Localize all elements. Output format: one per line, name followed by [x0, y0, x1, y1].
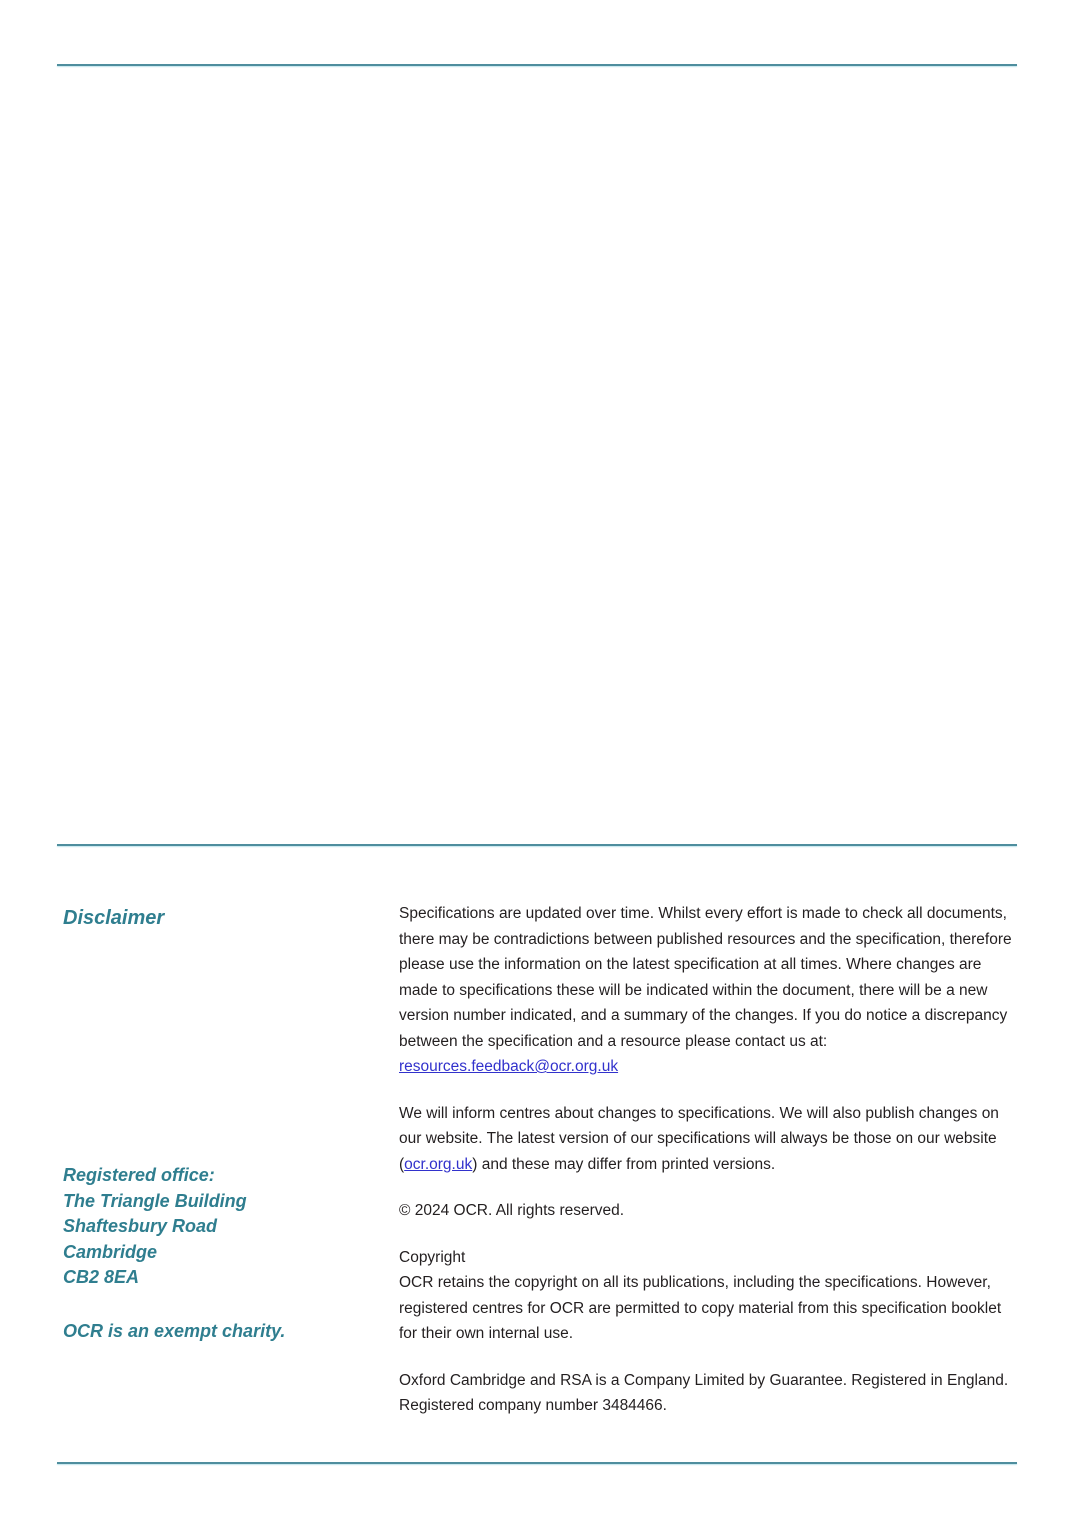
copyright-paragraph-text: OCR retains the copyright on all its publications, including the specifications. However, registered centres for OCR are permitted to copy material from this specification booklet for their own internal use. [399, 1274, 1002, 1342]
address-line: Cambridge [63, 1241, 158, 1262]
divider-bottom [57, 1462, 1017, 1464]
divider-middle [57, 844, 1017, 846]
disclaimer-paragraph-text: Specifications are updated over time. Whilst every effort is made to check all documents, there may be contradictions between published resources and the specification, therefore please use the information on the latest specification at all times. Where changes are made to specifications these will be indicated within the document, there will be a new version number indicated, and a summary of the changes. If you do notice a discrepancy between the specification and a resource please contact us at: [399, 905, 1012, 1050]
address-line: The Triangle Building [63, 1190, 247, 1211]
registered-office-block [63, 1163, 247, 1291]
changes-paragraph [399, 1101, 1021, 1178]
address-line: Shaftesbury Road [63, 1216, 218, 1236]
rights-line: © 2024 OCR. All rights reserved. [399, 1202, 625, 1219]
company-paragraph: Oxford Cambridge and RSA is a Company Limited by Guarantee. Registered in England. Registered company number 3484466. [399, 1371, 1009, 1414]
charity-note: OCR is an exempt charity. [63, 1321, 286, 1341]
disclaimer-paragraph [399, 901, 1021, 1080]
copyright-heading: Copyright [399, 1248, 466, 1266]
body-text-column [399, 901, 1021, 1440]
ocr-website-link[interactable]: ocr.org.uk [404, 1155, 473, 1173]
feedback-email-link[interactable]: resources.feedback@ocr.org.uk [399, 1058, 619, 1075]
changes-paragraph-text-before: We will inform centres about changes to specifications. We will also publish changes on our website. The latest version of our specifications will always be those on our website ( [399, 1104, 999, 1173]
address-line: CB2 8EA [63, 1267, 140, 1287]
divider-top [57, 64, 1017, 66]
copyright-paragraph [399, 1245, 1021, 1347]
disclaimer-heading: Disclaimer [63, 907, 165, 929]
changes-paragraph-text-after: ) and these may differ from printed versions. [472, 1155, 776, 1173]
registered-office-label: Registered office: [63, 1165, 215, 1185]
